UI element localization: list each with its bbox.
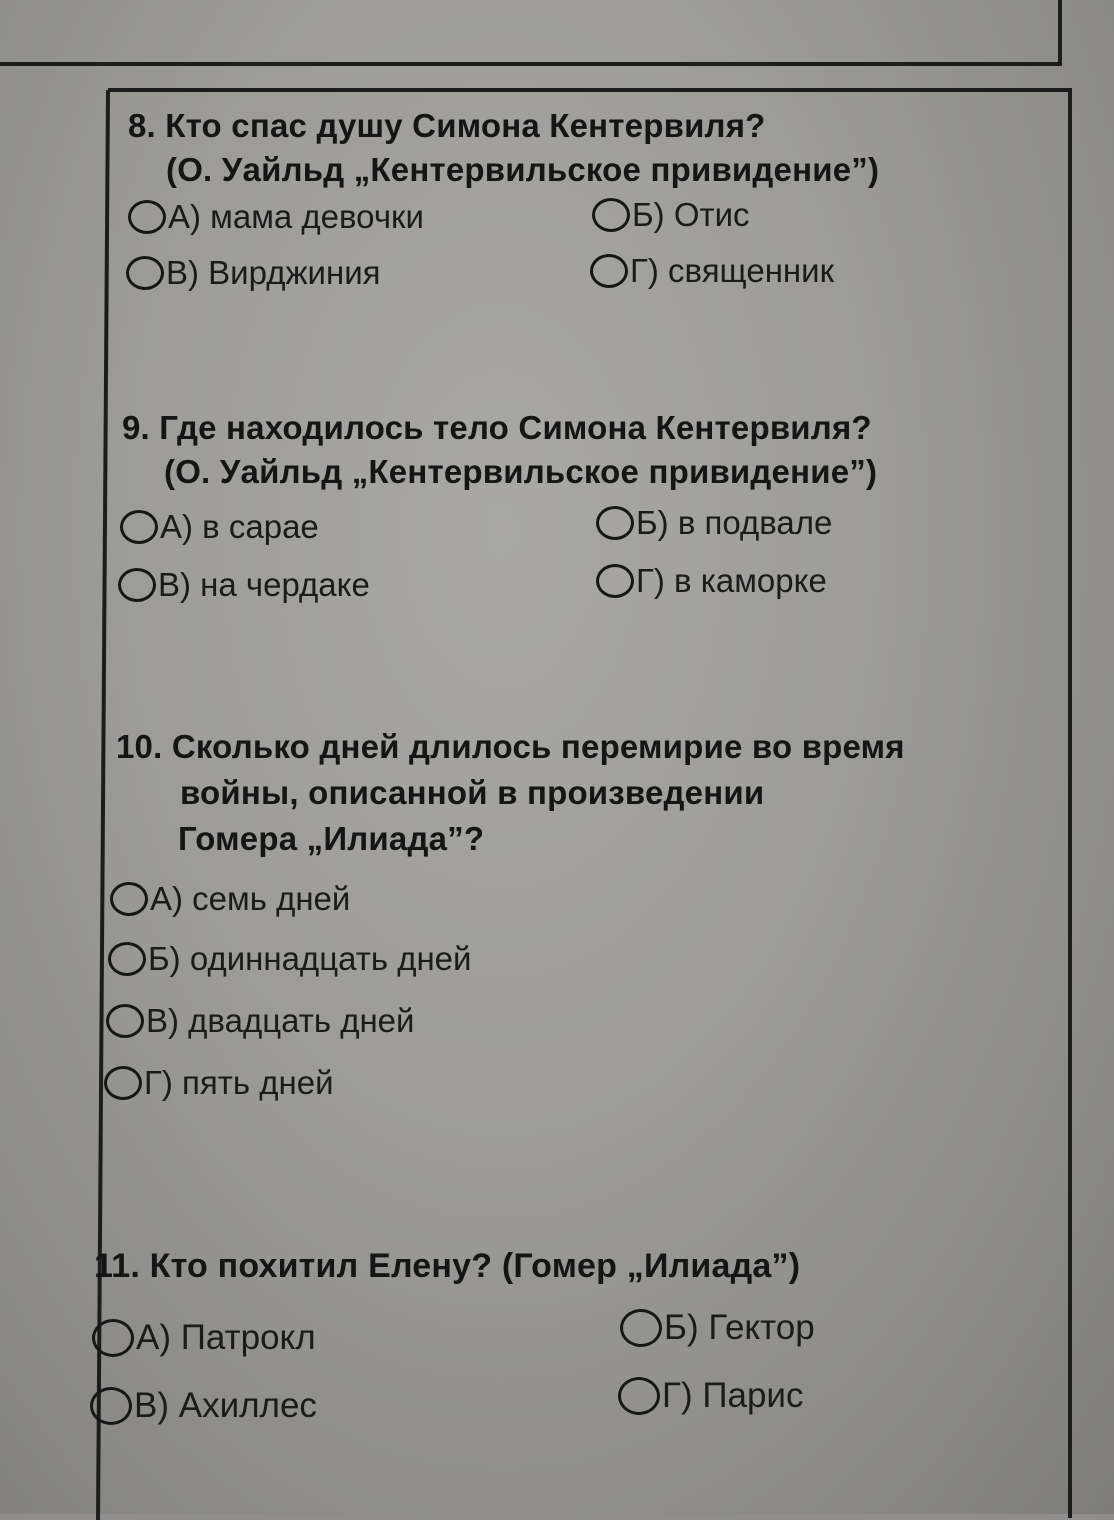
question-8-title [128, 104, 879, 192]
question-10-title-line2: войны, описанной в произведении [180, 774, 765, 811]
question-8 [128, 104, 879, 192]
question-8-option-g[interactable] [590, 252, 834, 290]
option-label: Г) Парис [662, 1376, 804, 1415]
radio-circle-icon[interactable] [596, 564, 634, 598]
question-11-option-a[interactable] [92, 1318, 316, 1358]
question-10-option-v[interactable] [106, 1002, 414, 1040]
option-label: В) двадцать дней [146, 1002, 415, 1039]
option-label: А) в сарае [160, 508, 319, 545]
option-label: Б) в подвале [636, 504, 833, 541]
question-8-option-v[interactable] [126, 254, 381, 292]
option-label: А) Патрокл [136, 1318, 316, 1357]
radio-circle-icon[interactable] [92, 1319, 134, 1357]
option-label: Г) в каморке [636, 562, 827, 599]
option-label: А) мама девочки [168, 198, 424, 235]
question-11-title [94, 1244, 800, 1288]
radio-circle-icon[interactable] [620, 1309, 662, 1347]
question-8-option-a[interactable] [128, 198, 424, 236]
question-10-title-line3: Гомера „Илиада”? [178, 820, 485, 857]
question-8-title-line2: (О. Уайльд „Кентервильское привидение”) [166, 151, 880, 188]
radio-circle-icon[interactable] [108, 942, 146, 976]
option-label: В) Ахиллес [134, 1386, 317, 1425]
radio-circle-icon[interactable] [110, 882, 148, 916]
question-9-option-v[interactable] [118, 566, 370, 604]
option-label: В) на чердаке [158, 566, 370, 603]
radio-circle-icon[interactable] [592, 198, 630, 232]
question-10-option-g[interactable] [104, 1064, 334, 1102]
option-label: В) Вирджиния [166, 254, 381, 291]
radio-circle-icon[interactable] [590, 254, 628, 288]
question-9-option-b[interactable] [596, 504, 832, 542]
radio-circle-icon[interactable] [118, 568, 156, 602]
question-11-title-line1: 11. Кто похитил Елену? (Гомер „Илиада”) [94, 1247, 801, 1285]
option-label: А) семь дней [150, 880, 351, 917]
question-11-option-b[interactable] [620, 1308, 815, 1348]
question-11 [94, 1244, 800, 1288]
question-9-title [122, 406, 877, 494]
option-label: Г) пять дней [144, 1064, 334, 1101]
radio-circle-icon[interactable] [90, 1387, 132, 1425]
radio-circle-icon[interactable] [126, 256, 164, 290]
question-10-title-line1: 10. Сколько дней длилось перемирие во время [116, 728, 905, 765]
question-10-title [116, 724, 905, 862]
question-10-option-a[interactable] [110, 880, 350, 918]
radio-circle-icon[interactable] [120, 510, 158, 544]
option-label: Б) одиннадцать дней [148, 940, 472, 977]
question-8-title-line1: 8. Кто спас душу Симона Кентервиля? [128, 107, 766, 144]
question-9-title-line1: 9. Где находилось тело Симона Кентервиля? [122, 409, 872, 446]
question-11-option-v[interactable] [90, 1386, 317, 1426]
frame-right-border [1068, 88, 1072, 1518]
previous-question-box [0, 0, 1062, 66]
option-label: Б) Отис [632, 196, 750, 233]
radio-circle-icon[interactable] [128, 200, 166, 234]
question-11-option-g[interactable] [618, 1376, 803, 1416]
option-label: Г) священник [630, 252, 835, 289]
question-8-option-b[interactable] [592, 196, 750, 234]
question-10 [116, 724, 905, 862]
radio-circle-icon[interactable] [618, 1377, 660, 1415]
question-9-option-a[interactable] [120, 508, 319, 546]
question-9-title-line2: (О. Уайльд „Кентервильское привидение”) [164, 453, 878, 490]
radio-circle-icon[interactable] [106, 1004, 144, 1038]
option-label: Б) Гектор [664, 1308, 815, 1347]
radio-circle-icon[interactable] [596, 506, 634, 540]
question-9-option-g[interactable] [596, 562, 827, 600]
radio-circle-icon[interactable] [104, 1066, 142, 1100]
frame-top-border [108, 88, 1072, 92]
question-10-option-b[interactable] [108, 940, 471, 978]
question-9 [122, 406, 877, 494]
